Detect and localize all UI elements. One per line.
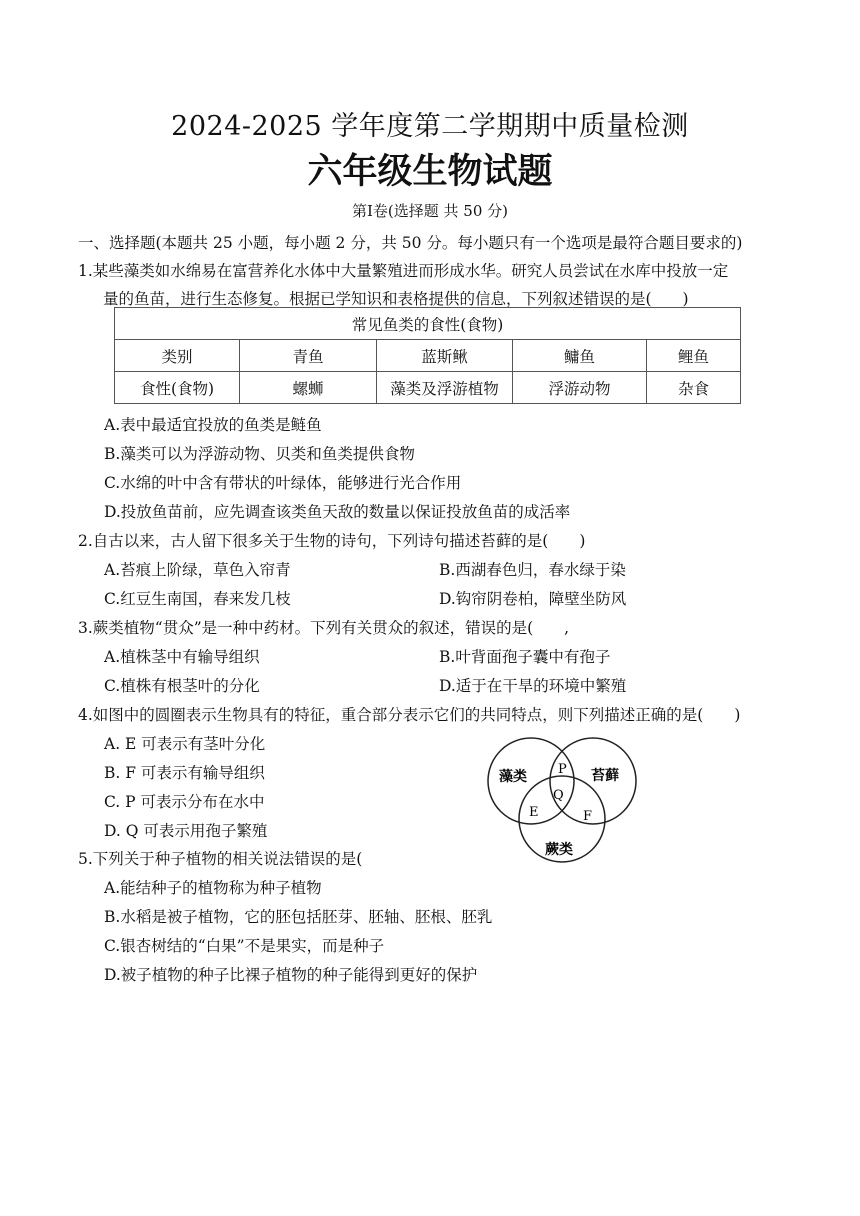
volume-label: 第Ⅰ卷(选择题 共 50 分): [351, 202, 509, 220]
q3-option-c: C.植株有根茎叶的分化: [104, 677, 260, 695]
fish-diet-table: [114, 307, 741, 404]
exam-title: 2024-2025 学年度第二学期期中质量检测: [171, 111, 689, 142]
exam-subtitle: 六年级生物试题: [307, 151, 553, 192]
table-cell: 食性(食物): [115, 372, 240, 404]
table-cell: 蓝斯鳅: [377, 340, 513, 372]
q3-option-d: D.适于在干旱的环境中繁殖: [439, 677, 627, 695]
table-caption: 常见鱼类的食性(食物): [115, 308, 741, 340]
venn-label-p: P: [558, 762, 567, 777]
venn-label-moss: 苔藓: [591, 768, 619, 784]
table-cell: 青鱼: [240, 340, 377, 372]
q1-stem-line1: 1.某些藻类如水绵易在富营养化水体中大量繁殖进而形成水华。研究人员尝试在水库中投放一定: [78, 262, 729, 280]
q5-option-d: D.被子植物的种子比裸子植物的种子能得到更好的保护: [104, 966, 478, 984]
q1-option-b: B.藻类可以为浮游动物、贝类和鱼类提供食物: [104, 445, 415, 463]
table-cell: 浮游动物: [513, 372, 647, 404]
venn-label-e: E: [529, 805, 539, 820]
venn-label-fern: 蕨类: [545, 842, 573, 858]
section-heading: 一、选择题(本题共 25 小题，每小题 2 分，共 50 分。每小题只有一个选项是最符合题目要求的): [78, 234, 743, 252]
q1-option-a: A.表中最适宜投放的鱼类是鲢鱼: [104, 416, 322, 434]
q5-option-b: B.水稻是被子植物，它的胚包括胚芽、胚轴、胚根、胚乳: [104, 908, 493, 926]
venn-label-f: F: [583, 809, 593, 824]
q1-option-c: C.水绵的叶中含有带状的叶绿体，能够进行光合作用: [104, 474, 462, 492]
table-cell: 鲤鱼: [647, 340, 741, 372]
q2-option-c: C.红豆生南国，春来发几枝: [104, 590, 291, 608]
venn-label-q: Q: [553, 788, 564, 803]
q2-stem: 2.自古以来，古人留下很多关于生物的诗句，下列诗句描述苔藓的是( ): [78, 532, 586, 550]
q5-stem: 5.下列关于种子植物的相关说法错误的是(: [78, 850, 363, 868]
table-cell: 杂食: [647, 372, 741, 404]
table-row: [115, 340, 741, 372]
q3-option-a: A.植株茎中有输导组织: [104, 648, 260, 666]
q2-option-d: D.钩帘阴卷柏，障壁坐防风: [439, 590, 627, 608]
q4-option-a: A. E 可表示有茎叶分化: [104, 735, 266, 753]
q4-option-b: B. F 可表示有输导组织: [104, 764, 265, 782]
q4-option-c: C. P 可表示分布在水中: [104, 793, 265, 811]
table-cell: 螺蛳: [240, 372, 377, 404]
table-row: [115, 372, 741, 404]
q4-option-d: D. Q 可表示用孢子繁殖: [104, 822, 268, 840]
q5-option-c: C.银杏树结的“白果”不是果实，而是种子: [104, 937, 385, 955]
venn-label-algae: 藻类: [499, 769, 527, 785]
q3-stem: 3.蕨类植物“贯众”是一种中药材。下列有关贯众的叙述，错误的是( ,: [78, 619, 570, 637]
q1-option-d: D.投放鱼苗前，应先调查该类鱼天敌的数量以保证投放鱼苗的成活率: [104, 503, 571, 521]
venn-diagram: [483, 733, 645, 863]
table-cell: 藻类及浮游植物: [377, 372, 513, 404]
q5-option-a: A.能结种子的植物称为种子植物: [104, 879, 322, 897]
q2-option-a: A.苔痕上阶绿，草色入帘青: [104, 561, 291, 579]
q2-option-b: B.西湖春色归，春水绿于染: [439, 561, 626, 579]
q4-stem: 4.如图中的圆圈表示生物具有的特征，重合部分表示它们的共同特点，则下列描述正确的是( ): [78, 706, 741, 724]
q1-stem-line2: 量的鱼苗，进行生态修复。根据已学知识和表格提供的信息，下列叙述错误的是( ): [103, 290, 689, 308]
q3-option-b: B.叶背面孢子囊中有孢子: [439, 648, 611, 666]
table-cell: 类别: [115, 340, 240, 372]
table-cell: 鳙鱼: [513, 340, 647, 372]
table-caption-row: [115, 308, 741, 340]
